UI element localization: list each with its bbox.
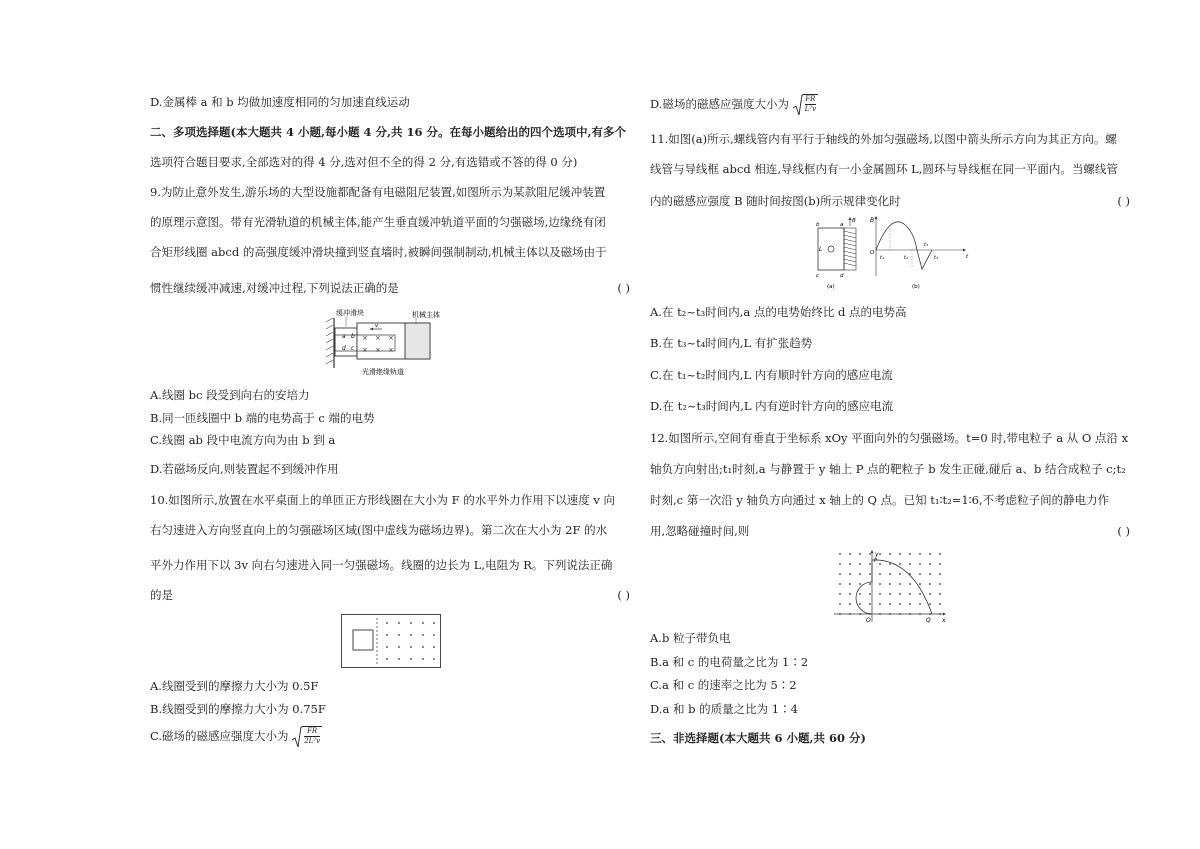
section2-instructions: 选项符合题目要求,全部选对的得 4 分,选对但不全的得 2 分,有选错或不答的得 0 分)	[150, 155, 578, 169]
q11-option-d: D.在 t₂~t₃时间内,L 内有逆时针方向的感应电流	[650, 399, 894, 413]
q9-stem-line3: 合矩形线圈 abcd 的高强度缓冲滑块撞到竖直墙时,被瞬间强制制动,机械主体以及磁场由于	[150, 245, 607, 259]
svg-text:×: ×	[362, 334, 368, 342]
q12-origin: O	[866, 617, 871, 624]
q12-stem-line3: 时刻,c 第一次沿 y 轴负方向通过 x 轴上的 Q 点。已知 t₁∶t₂=1∶6,不考虑粒子间的静电力作	[650, 493, 1110, 507]
q10-option-c	[150, 726, 322, 748]
q9-letter-d: d	[342, 345, 346, 352]
q11-solenoid-B: B	[852, 218, 856, 224]
q11-origin: O	[870, 250, 875, 256]
q10-d-denominator: L²v	[804, 105, 817, 113]
q12-stem-line1: 12.如图所示,空间有垂直于坐标系 xOy 平面向外的匀强磁场。t=0 时,带电粒子 a 从 O 点沿 x	[650, 431, 1129, 445]
q11-stem-line2: 线管与导线框 abcd 相连,导线框内有一小金属圆环 L,圆环与导线框在同一平面内。当螺线管	[650, 162, 1118, 176]
q11-stem-line1: 11.如图(a)所示,螺线管内有平行于轴线的外加匀强磁场,以图中箭头所示方向为其正方向。螺	[650, 132, 1117, 146]
q10-stem-line1: 10.如图所示,放置在水平桌面上的单匝正方形线圈在大小为 F 的水平外力作用下以速度 v 向	[150, 493, 616, 507]
section2-title: 二、多项选择题(本大题共 4 小题,每小题 4 分,共 16 分。在每小题给出的四个选项中,有多个	[150, 125, 626, 139]
q8-option-d: D.金属棒 a 和 b 均做加速度相同的匀加速直线运动	[150, 95, 410, 109]
q12-stem-line2: 轴负方向射出;t₁时刻,a 与静置于 y 轴上 P 点的靶粒子 b 发生正碰,碰后 a、b 结合成粒子 c;t₂	[650, 462, 1126, 476]
q9-stem-line2: 的原理示意图。带有光滑轨道的机械主体,能产生垂直缓冲轨道平面的匀强磁场,边缘绕有闭	[150, 215, 606, 229]
q10-option-d	[650, 94, 818, 116]
q11-caption-b: (b)	[912, 284, 920, 290]
q11-tick-t4: t₄	[934, 255, 938, 261]
q12-option-b: B.a 和 c 的电荷量之比为 1∶2	[650, 655, 809, 669]
svg-text:×: ×	[388, 334, 394, 342]
q10-option-c-formula	[292, 726, 322, 748]
q9-label-track: 光滑绝缘轨道	[362, 368, 404, 376]
q10-option-d-text: D.磁场的磁感应强度大小为	[650, 97, 789, 111]
q11-ring-label: L	[819, 246, 823, 253]
q9-option-a: A.线圈 bc 段受到向右的安培力	[150, 388, 310, 402]
q10-answer-paren: ( )	[617, 588, 630, 602]
q11-caption-a: (a)	[827, 284, 835, 290]
section3-title: 三、非选择题(本大题共 6 小题,共 60 分)	[650, 731, 866, 745]
q12-option-c: C.a 和 c 的速率之比为 5∶2	[650, 678, 797, 692]
q9-figure	[320, 306, 470, 378]
q9-letter-c: c	[351, 345, 355, 352]
q12-axis-x: x	[942, 617, 946, 624]
q10-d-numerator: FR	[805, 95, 816, 103]
q11-stem-line3	[650, 193, 1130, 209]
q9-option-d: D.若磁场反向,则装置起不到缓冲作用	[150, 462, 339, 476]
q12-option-d: D.a 和 b 的质量之比为 1∶4	[650, 702, 798, 716]
q9-stem-text: 惯性继续缓冲减速,对缓冲过程,下列说法正确的是	[150, 281, 399, 295]
q10-stem-line3: 平外力作用下以 3v 向右匀速进入同一匀强磁场。线圈的边长为 L,电阻为 R。下列说法正确	[150, 558, 613, 572]
q9-stem-line1: 9.为防止意外发生,游乐场的大型设施都配备有电磁阻尼装置,如图所示为某款阻尼缓冲装置	[150, 185, 606, 199]
q9-label-body: 机械主体	[412, 311, 440, 319]
q9-answer-paren: ( )	[617, 281, 630, 295]
q12-stem-line4	[650, 523, 1130, 539]
q9-letter-a: a	[342, 333, 346, 340]
q11-tick-t1: t₁	[880, 255, 884, 261]
q10-option-d-formula	[793, 94, 818, 116]
q10-option-b: B.线圈受到的摩擦力大小为 0.75F	[150, 702, 326, 716]
q12-option-a: A.b 粒子带负电	[650, 631, 731, 645]
q12-answer-paren: ( )	[1117, 524, 1130, 538]
q9-option-b: B.同一匝线圈中 b 端的电势高于 c 端的电势	[150, 411, 375, 425]
svg-text:×: ×	[388, 346, 394, 354]
q9-label-slider: 缓冲滑块	[336, 309, 364, 317]
q12-stem-text: 用,忽略碰撞时间,则	[650, 524, 750, 538]
q11-axis-B: B	[870, 217, 875, 224]
q11-tick-t3: t₃	[924, 242, 928, 248]
q10-c-denominator: 2L²v	[304, 737, 321, 745]
q11-tick-t2: t₂	[904, 255, 908, 261]
q11-figure	[812, 214, 972, 292]
q12-axis-y: y	[875, 551, 879, 558]
q11-option-b: B.在 t₃~t₄时间内,L 有扩张趋势	[650, 336, 813, 350]
q11-option-c: C.在 t₁~t₂时间内,L 内有顺时针方向的感应电流	[650, 368, 893, 382]
q10-figure	[341, 614, 441, 668]
q10-option-a: A.线圈受到的摩擦力大小为 0.5F	[150, 679, 319, 693]
svg-text:×: ×	[375, 334, 381, 342]
q11-letter-d: d	[840, 273, 844, 279]
q11-letter-c: c	[816, 273, 820, 279]
q12-point-P: P	[874, 558, 878, 564]
q12-point-Q: Q	[926, 617, 931, 624]
q12-figure	[832, 548, 948, 624]
svg-text:×: ×	[375, 346, 381, 354]
q9-stem-line4	[150, 280, 630, 296]
q10-stem-text: 的是	[150, 588, 173, 602]
svg-text:×: ×	[362, 346, 368, 354]
q11-axis-t: t	[966, 254, 969, 260]
q10-option-c-text: C.磁场的磁感应强度大小为	[150, 729, 289, 743]
q9-velocity-label: v	[375, 323, 379, 329]
q9-letter-b: b	[351, 333, 355, 340]
q11-answer-paren: ( )	[1117, 194, 1130, 208]
q11-option-a: A.在 t₂~t₃时间内,a 点的电势始终比 d 点的电势高	[650, 305, 907, 319]
q11-letter-a: a	[840, 222, 844, 228]
q9-option-c: C.线圈 ab 段中电流方向为由 b 到 a	[150, 433, 336, 447]
q10-stem-line2: 右匀速进入方向竖直向上的匀强磁场区域(图中虚线为磁场边界)。第二次在大小为 2F 的水	[150, 523, 608, 537]
q10-stem-line4	[150, 587, 630, 603]
q10-c-numerator: FR	[304, 727, 320, 737]
q11-letter-b: b	[816, 222, 820, 228]
q11-stem-text: 内的磁感应强度 B 随时间按图(b)所示规律变化时	[650, 194, 901, 208]
